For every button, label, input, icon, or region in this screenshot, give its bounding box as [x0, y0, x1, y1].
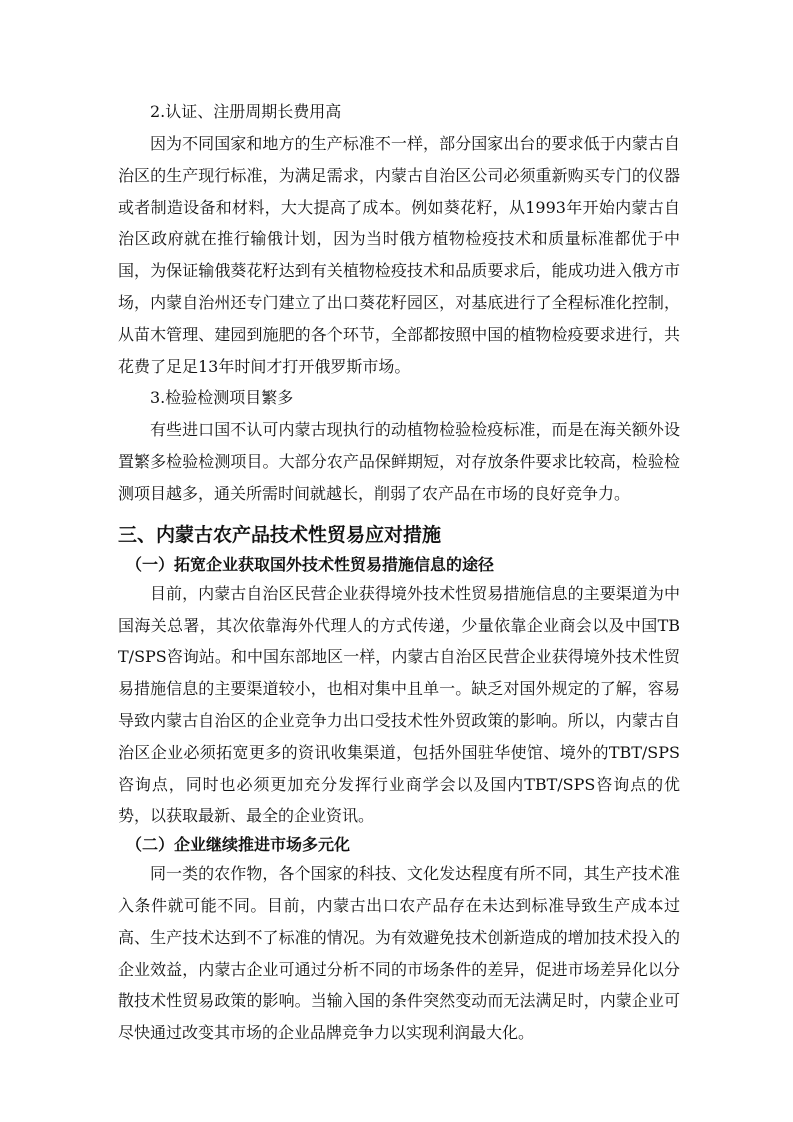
paragraph-sunflower-seeds: 因为不同国家和地方的生产标准不一样，部分国家出台的要求低于内蒙古自治区的生产现行标准，为满足需求，内蒙古自治区公司必须重新购买专门的仪器或者制造设备和材料，大大提高了成本。例如葵花籽，从1993年开始内蒙古自治区政府就在推行输俄计划，因为当时俄方植物检疫技术和质量标准都优于中国，为保证输俄葵花籽达到有关植物检疫技术和品质要求后，能成功进入俄方市场，内蒙自治州还专门建立了出口葵花籽园区，对基底进行了全程标准化控制，从苗木管理、建园到施肥的各个环节，全部都按照中国的植物检疫要求进行，共花费了足足13年时间才打开俄罗斯市场。	[118, 134, 680, 376]
subheading-certification-cost: 2.认证、注册周期长费用高	[150, 102, 342, 121]
subsection-heading-information-channels: （一）拓宽企业获取国外技术性贸易措施信息的途径	[126, 554, 495, 574]
document-page	[118, 96, 680, 1049]
paragraph-information-channels: 目前，内蒙古自治区民营企业获得境外技术性贸易措施信息的主要渠道为中国海关总署，其次依靠海外代理人的方式传递，少量依靠企业商会以及中国TBT/SPS咨询站。和中国东部地区一样，内蒙古自治区民营企业获得境外技术性贸易措施信息的主要渠道较小，也相对集中且单一。缺乏对国外规定的了解，容易导致内蒙古自治区的企业竞争力出口受技术性外贸政策的影响。所以，内蒙古自治区企业必须拓宽更多的资讯收集渠道，包括外国驻华使馆、境外的TBT/SPS咨询点，同时也必须更加充分发挥行业商学会以及国内TBT/SPS咨询点的优势，以获取最新、最全的企业资讯。	[118, 583, 680, 826]
paragraph-market-diversification: 同一类的农作物，各个国家的科技、文化发达程度有所不同，其生产技术准入条件就可能不同。目前，内蒙古出口农产品存在未达到标准导致生产成本过高、生产技术达到不了标准的情况。为有效避免技术创新造成的增加技术投入的企业效益，内蒙古企业可通过分析不同的市场条件的差异，促进市场差异化以分散技术性贸易政策的影响。当输入国的条件突然变动而无法满足时，内蒙企业可尽快通过改变其市场的企业品牌竞争力以实现利润最大化。	[118, 864, 680, 1043]
subsection-heading-market-diversification: （二）企业继续推进市场多元化	[126, 835, 351, 855]
paragraph-inspection: 有些进口国不认可内蒙古现执行的动植物检验检疫标准，而是在海关额外设置繁多检验检测项目。大部分农产品保鲜期短，对存放条件要求比较高，检验检测项目越多，通关所需时间就越长，削弱了农产品在市场的良好竞争力。	[118, 420, 680, 503]
section-heading-countermeasures: 三、内蒙古农产品技术性贸易应对措施	[118, 523, 442, 546]
subheading-inspection-items: 3.检验检测项目繁多	[150, 388, 294, 408]
